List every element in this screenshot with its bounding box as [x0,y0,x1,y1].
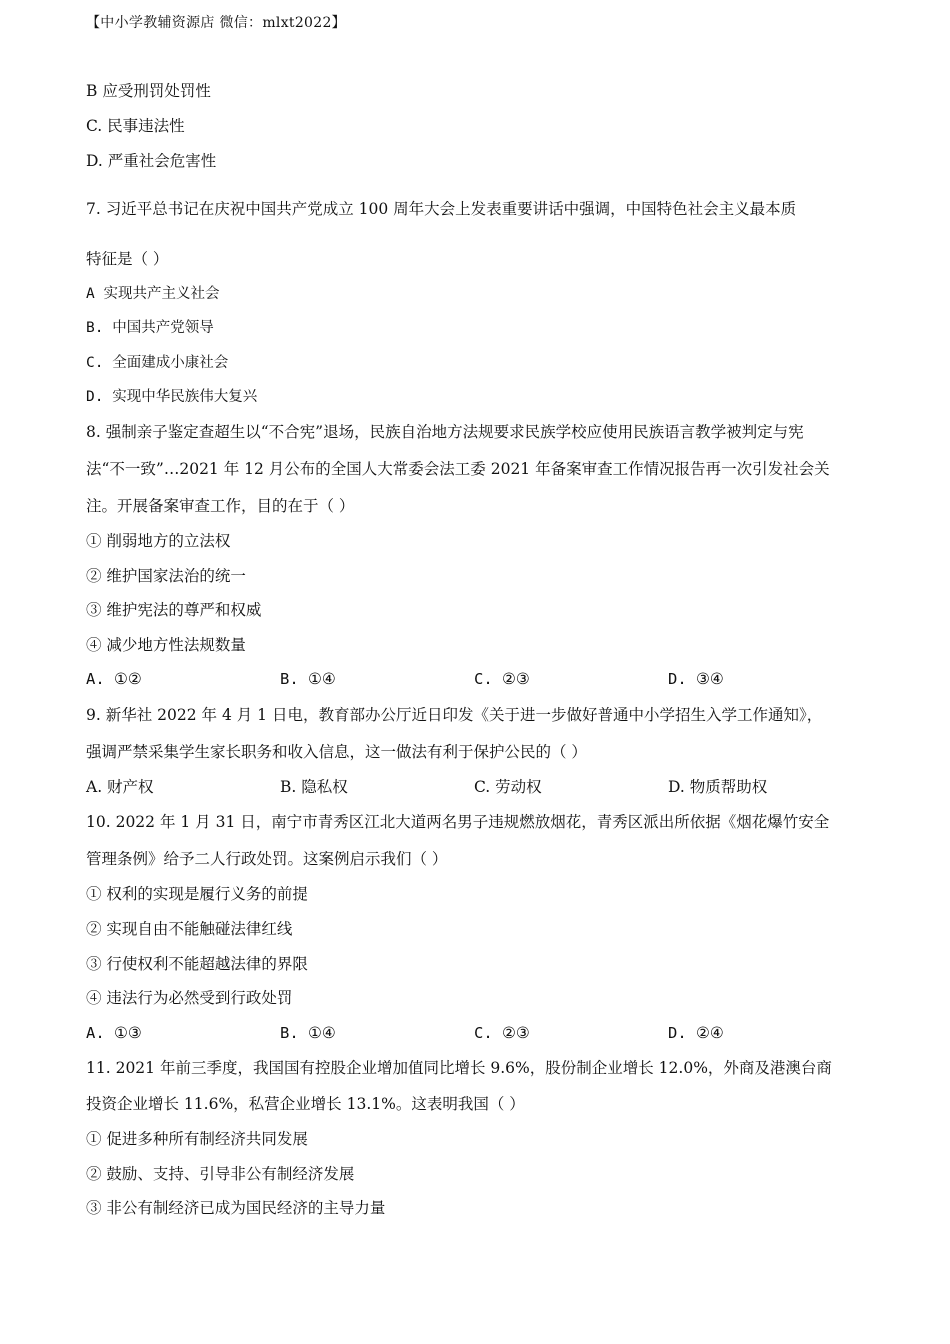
q9-choice-c: C. 劳动权 [474,778,542,796]
q10-stem-line1: 10. 2022 年 1 月 31 日，南宁市青秀区江北大道两名男子违规燃放烟花，青秀区派出所依据《烟花爆竹安全 [86,813,830,831]
q10-choice-b: B. ①④ [280,1024,336,1042]
q8-choice-a: A. ①② [86,670,142,688]
q11-item-1: ① 促进多种所有制经济共同发展 [86,1130,308,1148]
page-header: 【中小学教辅资源店 微信：mlxt2022】 [86,15,346,31]
q8-item-4: ④ 减少地方性法规数量 [86,636,246,654]
q9-choice-a: A. 财产权 [86,778,154,796]
q7-option-a: A 实现共产主义社会 [86,286,220,302]
q8-choice-b: B. ①④ [280,670,336,688]
q11-item-2: ② 鼓励、支持、引导非公有制经济发展 [86,1165,355,1183]
q8-stem-line3: 注。开展备案审查工作，目的在于（ ） [86,497,355,515]
q8-stem-line1: 8. 强制亲子鉴定查超生以“不合宪”退场，民族自治地方法规要求民族学校应使用民族语言教学被判定与宪 [86,423,804,441]
q7-stem-line2: 特征是（ ） [86,250,169,268]
q7-option-c: C. 全面建成小康社会 [86,355,229,371]
q10-item-3: ③ 行使权利不能超越法律的界限 [86,955,308,973]
q11-stem-line1: 11. 2021 年前三季度，我国国有控股企业增加值同比增长 9.6%，股份制企业增长 12.0%，外商及港澳台商 [86,1059,832,1077]
q8-item-1: ① 削弱地方的立法权 [86,532,231,550]
q7-option-d: D. 实现中华民族伟大复兴 [86,389,258,405]
q6-option-c: C. 民事违法性 [86,117,185,135]
q6-option-b: B 应受刑罚处罚性 [86,82,211,100]
q8-choice-c: C. ②③ [474,670,530,688]
q8-stem-line2: 法“不一致”…2021 年 12 月公布的全国人大常委会法工委 2021 年备案审查工作情况报告再一次引发社会关 [86,460,830,478]
q6-option-d: D. 严重社会危害性 [86,152,217,170]
q9-choices [86,777,866,797]
q11-stem-line2: 投资企业增长 11.6%，私营企业增长 13.1%。这表明我国（ ） [86,1095,525,1113]
q10-choice-a: A. ①③ [86,1024,142,1042]
q9-choice-b: B. 隐私权 [280,778,348,796]
q10-choice-c: C. ②③ [474,1024,530,1042]
q7-option-b: B. 中国共产党领导 [86,320,214,336]
q10-stem-line2: 管理条例》给予二人行政处罚。这案例启示我们（ ） [86,850,448,868]
q8-choice-d: D. ③④ [668,670,724,688]
q10-choice-d: D. ②④ [668,1024,724,1042]
q11-item-3: ③ 非公有制经济已成为国民经济的主导力量 [86,1199,386,1217]
q9-choice-d: D. 物质帮助权 [668,778,768,796]
q8-item-2: ② 维护国家法治的统一 [86,567,246,585]
q10-item-2: ② 实现自由不能触碰法律红线 [86,920,293,938]
q8-choices [86,669,866,689]
q7-stem-line1: 7. 习近平总书记在庆祝中国共产党成立 100 周年大会上发表重要讲话中强调，中国特色社会主义最本质 [86,200,797,218]
q10-choices [86,1023,866,1043]
q10-item-1: ① 权利的实现是履行义务的前提 [86,885,308,903]
q10-item-4: ④ 违法行为必然受到行政处罚 [86,989,293,1007]
q9-stem-line1: 9. 新华社 2022 年 4 月 1 日电，教育部办公厅近日印发《关于进一步做好普通中小学招生入学工作通知》， [86,706,823,724]
q9-stem-line2: 强调严禁采集学生家长职务和收入信息，这一做法有利于保护公民的（ ） [86,743,587,761]
q8-item-3: ③ 维护宪法的尊严和权威 [86,601,262,619]
